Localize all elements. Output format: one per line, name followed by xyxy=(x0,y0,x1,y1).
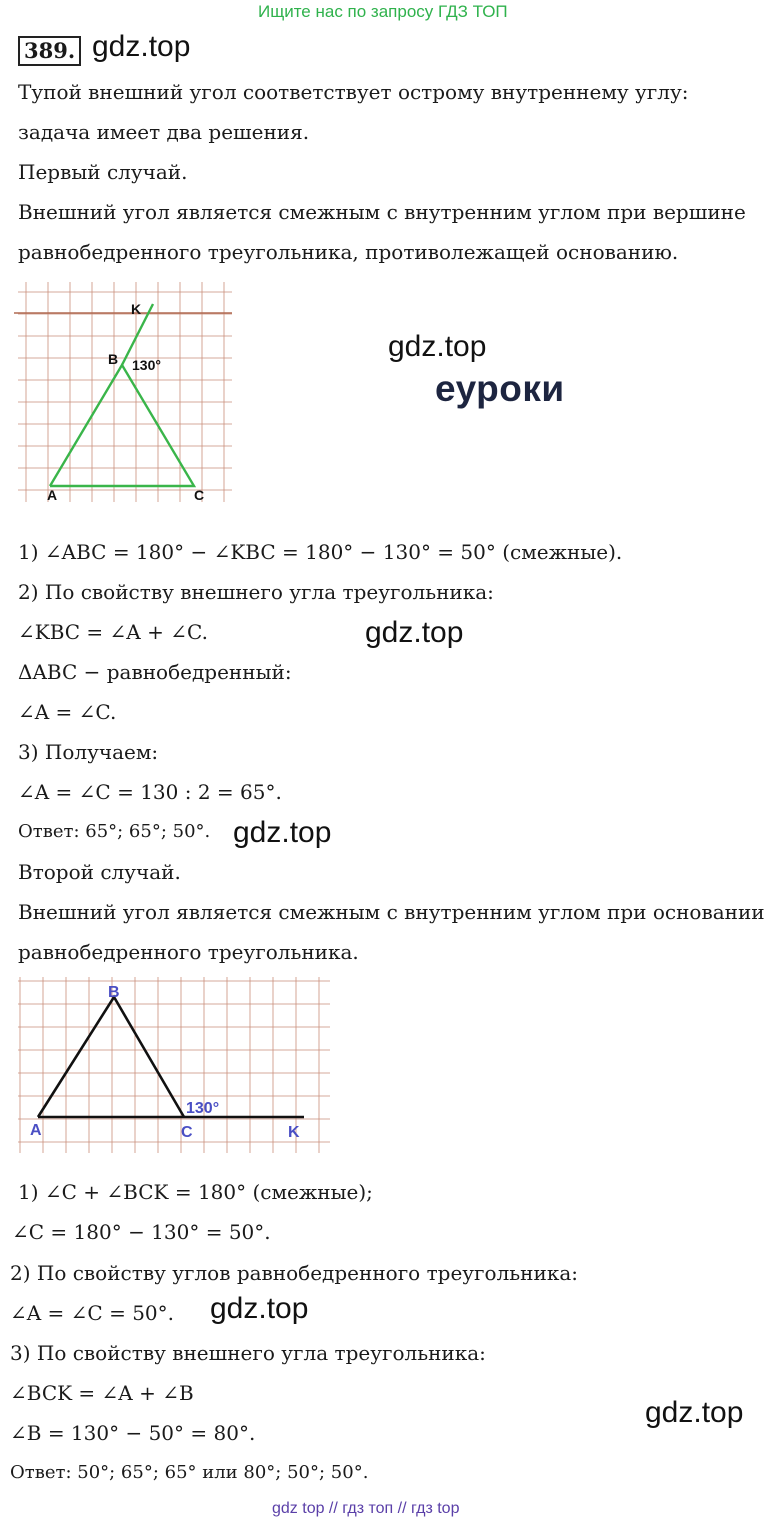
case1-step4: ΔABC − равнобедренный: xyxy=(18,660,292,684)
site-watermark: gdz.top xyxy=(92,30,191,63)
case1-step1: 1) ∠ABC = 180° − ∠KBC = 180° − 130° = 50° (смежные). xyxy=(18,540,623,564)
label-b: B xyxy=(108,351,119,367)
case1-step2: 2) По свойству внешнего угла треугольника: xyxy=(18,580,494,604)
triangle-abc-2 xyxy=(38,997,184,1117)
case2-intro-2: Внешний угол является смежным с внутренним углом при основании xyxy=(18,900,765,924)
case1-step3: ∠KBC = ∠A + ∠C. xyxy=(18,620,208,644)
label-a: A xyxy=(47,487,58,503)
brand-logo: еуроки xyxy=(435,368,565,409)
intro-line-5: равнобедренного треугольника, противолежащей основанию. xyxy=(18,240,679,264)
case2-answer: Ответ: 50°; 65°; 65° или 80°; 50°; 50°. xyxy=(10,1462,369,1483)
label-a-2: A xyxy=(30,1122,42,1139)
intro-line-4: Внешний угол является смежным с внутренним углом при вершине xyxy=(18,200,746,224)
watermark-gdz-2: gdz.top xyxy=(365,616,464,649)
case2-step3: 2) По свойству углов равнобедренного треугольника: xyxy=(10,1261,578,1285)
label-k: K xyxy=(131,301,142,317)
figure-2-grid xyxy=(18,977,330,1153)
case1-step7: ∠A = ∠C = 130 : 2 = 65°. xyxy=(18,780,282,804)
case2-intro-3: равнобедренного треугольника. xyxy=(18,940,359,964)
watermark-gdz-4: gdz.top xyxy=(210,1292,309,1325)
case2-step1: 1) ∠C + ∠BCK = 180° (смежные); xyxy=(18,1180,373,1204)
label-b-2: B xyxy=(108,984,120,1001)
label-k-2: K xyxy=(288,1124,300,1141)
case1-step5: ∠A = ∠C. xyxy=(18,700,117,724)
intro-line-2: задача имеет два решения. xyxy=(18,120,310,144)
label-angle-130-2: 130° xyxy=(186,1100,220,1117)
case2-step5: 3) По свойству внешнего угла треугольника: xyxy=(10,1341,486,1365)
watermark-gdz-1: gdz.top xyxy=(388,330,487,363)
watermark-gdz-5: gdz.top xyxy=(645,1396,744,1429)
label-c-2: C xyxy=(181,1124,193,1141)
case1-answer: Ответ: 65°; 65°; 50°. xyxy=(18,821,211,842)
watermark-gdz-3: gdz.top xyxy=(233,816,332,849)
case2-step4: ∠A = ∠C = 50°. xyxy=(10,1301,175,1325)
task-number: 389. xyxy=(18,36,81,66)
case2-step7: ∠B = 130° − 50° = 80°. xyxy=(10,1421,256,1445)
case2-step6: ∠BCK = ∠A + ∠B xyxy=(10,1381,194,1405)
label-c: C xyxy=(194,487,205,503)
figure-1-grid xyxy=(18,282,232,502)
case2-step2: ∠C = 180° − 130° = 50°. xyxy=(12,1220,271,1244)
case2-intro-1: Второй случай. xyxy=(18,860,181,884)
label-angle-130: 130° xyxy=(132,357,161,373)
figure-2-diagram xyxy=(14,975,332,1155)
case1-step6: 3) Получаем: xyxy=(18,740,159,764)
intro-line-1: Тупой внешний угол соответствует острому внутреннему углу: xyxy=(18,80,689,104)
figure-1-diagram xyxy=(14,280,234,505)
footer-links[interactable]: gdz top // гдз топ // гдз top xyxy=(272,1500,460,1517)
header-search-link[interactable]: Ищите нас по запросу ГДЗ ТОП xyxy=(258,2,508,21)
intro-line-3: Первый случай. xyxy=(18,160,188,184)
